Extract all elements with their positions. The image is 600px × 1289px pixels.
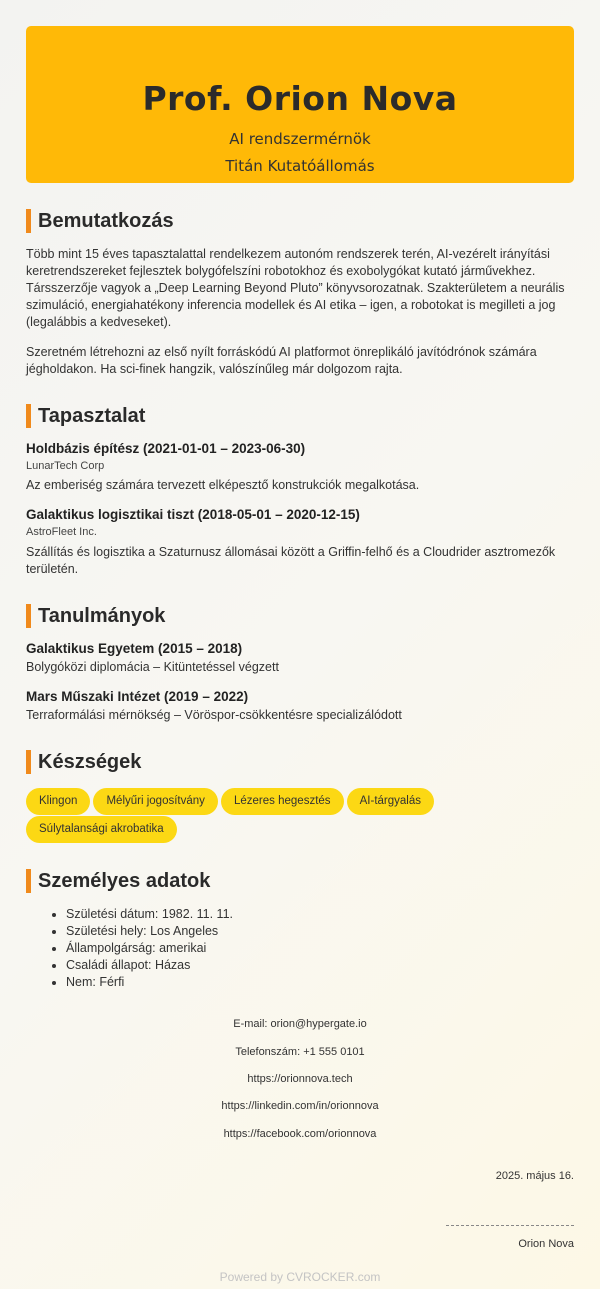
document-date: 2025. május 16. bbox=[495, 1170, 574, 1182]
contact-phone[interactable]: Telefonszám: +1 555 0101 bbox=[235, 1046, 365, 1058]
signature-line bbox=[446, 1225, 574, 1226]
list-item: • Állampolgárság: amerikai bbox=[66, 940, 233, 957]
skill-chip: Lézeres hegesztés bbox=[221, 788, 344, 815]
education-school: Mars Műszaki Intézet (2019 – 2022) bbox=[26, 689, 249, 704]
job-company: LunarTech Corp bbox=[26, 460, 105, 472]
job-description: Szállítás és logisztika a Szaturnusz állomásai között a Griffin-felhő és a Cloudrider asztromezők területén. bbox=[26, 545, 556, 576]
person-name: Prof. Orion Nova bbox=[142, 79, 458, 118]
list-item: • Születési dátum: 1982. 11. 11. bbox=[66, 906, 233, 923]
job-title: Galaktikus logisztikai tiszt (2018-05-01 – 2020-12-15) bbox=[26, 507, 360, 522]
education-degree: Terraformálási mérnökség – Vöröspor-csökkentésre specializálódott bbox=[26, 708, 402, 722]
cv-header bbox=[26, 26, 574, 183]
job-title: AI rendszermérnök bbox=[229, 130, 371, 148]
section-heading-intro: Bemutatkozás bbox=[26, 209, 174, 233]
intro-paragraph-1: Több mint 15 éves tapasztalattal rendelkezem autonóm rendszerek terén, AI-vezérelt irányítási keretrendszereket fejlesztek bolygófelszíni robotokhoz és exobolygókat kutató járművekhez. Társszerzője vagyok a „Deep Learning Beyond Pluto” könyvsorozatnak. Szakterületem a neurális szimuláció, energiahatékony inferencia modellek és AI etika – igen, a robotokat is megilleti a jog (legalábbis a kedveseket). bbox=[26, 247, 565, 329]
section-heading-personal: Személyes adatok bbox=[26, 869, 210, 893]
job-company: AstroFleet Inc. bbox=[26, 526, 97, 538]
signature-name: Orion Nova bbox=[518, 1238, 574, 1250]
skill-chip: AI-tárgyalás bbox=[347, 788, 434, 815]
skill-chip: Klingon bbox=[26, 788, 90, 815]
contact-facebook-link[interactable]: https://facebook.com/orionnova bbox=[223, 1128, 377, 1140]
skill-chip: Súlytalansági akrobatika bbox=[26, 816, 177, 843]
section-heading-education: Tanulmányok bbox=[26, 604, 165, 628]
contact-linkedin-link[interactable]: https://linkedin.com/in/orionnova bbox=[221, 1100, 379, 1112]
contact-website-link[interactable]: https://orionnova.tech bbox=[247, 1073, 353, 1085]
job-title: Holdbázis építész (2021-01-01 – 2023-06-30) bbox=[26, 441, 306, 456]
contact-email[interactable]: E-mail: orion@hypergate.io bbox=[233, 1018, 367, 1030]
personal-details-list bbox=[26, 906, 233, 991]
powered-by-link[interactable]: Powered by CVROCKER.com bbox=[219, 1270, 381, 1284]
section-heading-skills: Készségek bbox=[26, 750, 141, 774]
section-heading-experience: Tapasztalat bbox=[26, 404, 145, 428]
skill-chip: Mélyűri jogosítvány bbox=[93, 788, 217, 815]
skills-list bbox=[26, 788, 476, 844]
job-description: Az emberiség számára tervezett elképesztő konstrukciók megalkotása. bbox=[26, 478, 420, 492]
education-degree: Bolygóközi diplomácia – Kitüntetéssel végzett bbox=[26, 660, 279, 674]
education-school: Galaktikus Egyetem (2015 – 2018) bbox=[26, 641, 243, 656]
list-item: • Születési hely: Los Angeles bbox=[66, 923, 233, 940]
intro-paragraph-2: Szeretném létrehozni az első nyílt forráskódú AI platformot önreplikáló javítódrónok számára jégholdakon. Ha sci-finek hangzik, valószínűleg már dolgozom rajta. bbox=[26, 345, 537, 376]
list-item: • Családi állapot: Házas bbox=[66, 957, 233, 974]
location: Titán Kutatóállomás bbox=[225, 157, 375, 175]
list-item: • Nem: Férfi bbox=[66, 974, 233, 991]
